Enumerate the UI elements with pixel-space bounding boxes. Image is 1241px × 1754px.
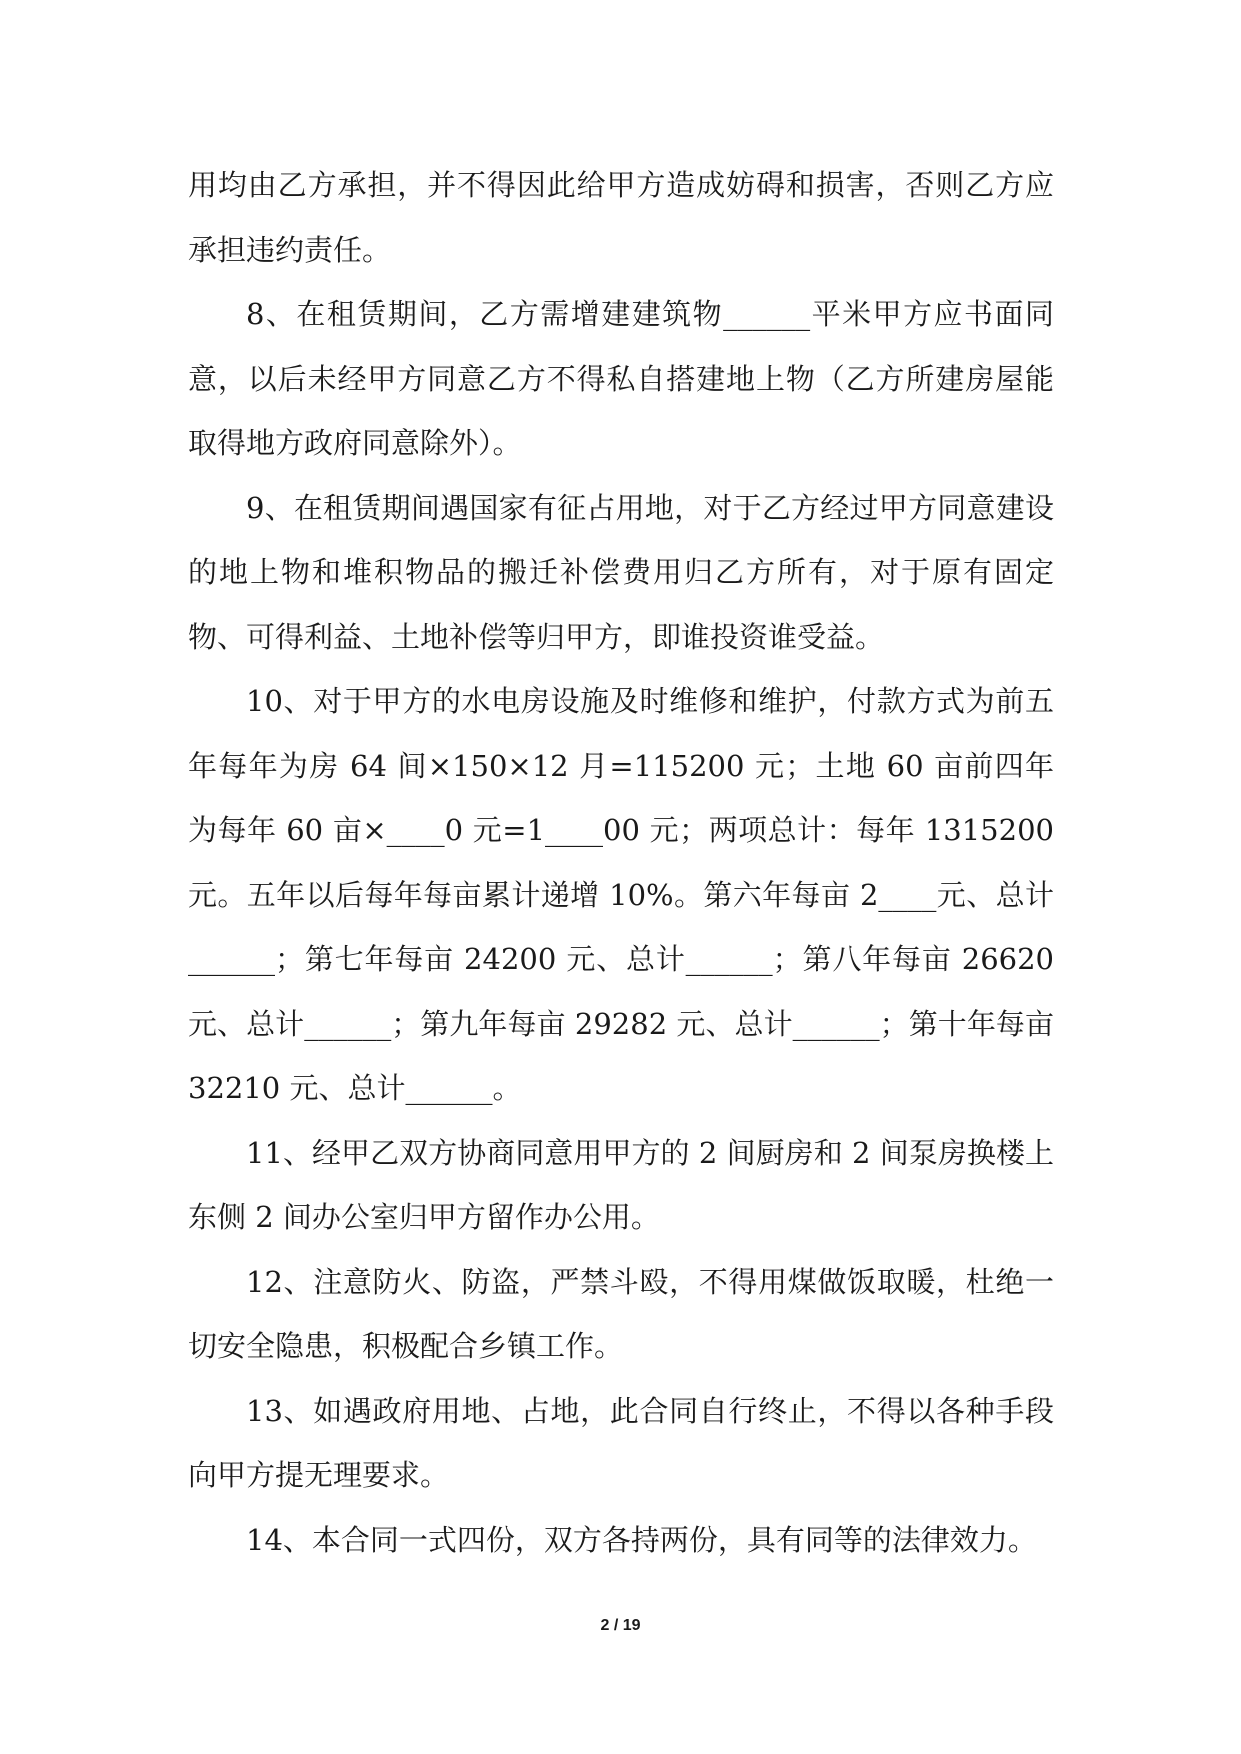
- clause-10: 10、对于甲方的水电房设施及时维修和维护，付款方式为前五年每年为房 64 间×150×12 月=115200 元；土地 60 亩前四年为每年 60 亩×____0 元=1____00 元；两项总计：每年 1315200 元。五年以后每年每亩累计递增 10%。第六年每亩 2____元、总计______；第七年每亩 24200 元、总计______；第八年每亩 26620 元、总计______；第九年每亩 29282 元、总计______；第十年每亩 32210 元、总计______。: [188, 684, 1054, 1105]
- clause-8: 8、在租赁期间，乙方需增建建筑物______平米甲方应书面同意，以后未经甲方同意乙方不得私自搭建地上物（乙方所建房屋能取得地方政府同意除外）。: [188, 297, 1054, 460]
- clause-13: 13、如遇政府用地、占地，此合同自行终止，不得以各种手段向甲方提无理要求。: [188, 1393, 1054, 1492]
- clause-14: 14、本合同一式四份，双方各持两份，具有同等的法律效力。: [246, 1522, 1037, 1557]
- clause-12: 12、注意防火、防盗，严禁斗殴，不得用煤做饭取暖，杜绝一切安全隐患，积极配合乡镇工作。: [188, 1264, 1054, 1363]
- clause-11: 11、经甲乙双方协商同意用甲方的 2 间厨房和 2 间泵房换楼上东侧 2 间办公室归甲方留作办公用。: [188, 1135, 1054, 1234]
- document-body: [188, 153, 1054, 1572]
- paragraph-continuation: 用均由乙方承担，并不得因此给甲方造成妨碍和损害，否则乙方应承担违约责任。: [188, 168, 1054, 267]
- clause-9: 9、在租赁期间遇国家有征占用地，对于乙方经过甲方同意建设的地上物和堆积物品的搬迁补偿费用归乙方所有，对于原有固定物、可得利益、土地补偿等归甲方，即谁投资谁受益。: [188, 490, 1054, 654]
- page-number: 2 / 19: [600, 1617, 641, 1634]
